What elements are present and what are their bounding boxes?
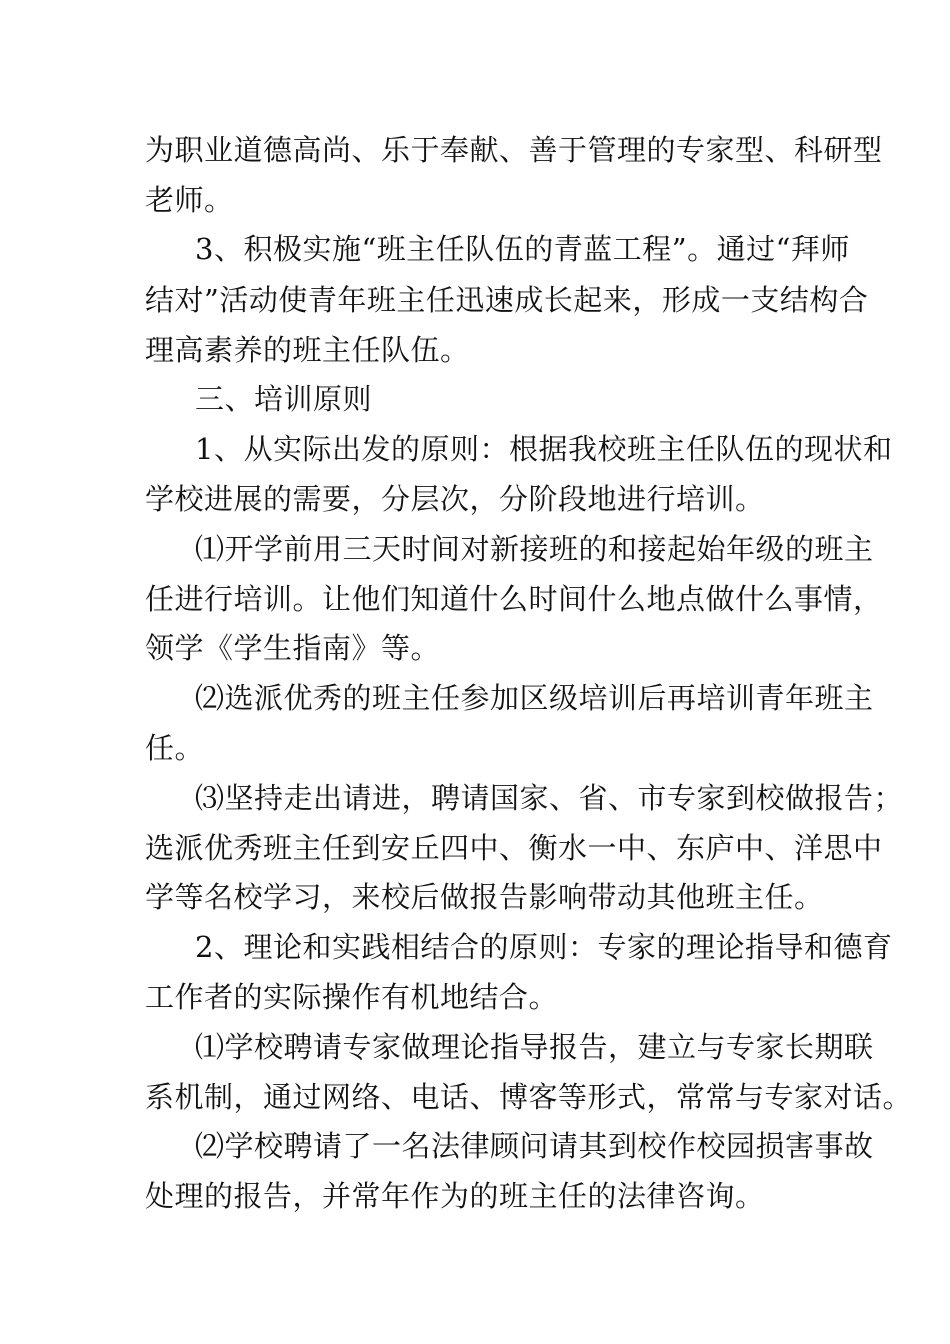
paragraph-start: ⑴学校聘请专家做理论指导报告，建立与专家长期联 <box>195 1030 874 1064</box>
text-line: 系机制，通过网络、电话、博客等形式，常常与专家对话。 <box>145 1080 913 1114</box>
text-line: 工作者的实际操作有机地结合。 <box>145 980 559 1014</box>
text-line: 处理的报告，并常年作为的班主任的法律咨询。 <box>145 1179 765 1213</box>
paragraph-start: ⑵学校聘请了一名法律顾问请其到校作校园损害事故 <box>195 1129 874 1163</box>
text-line: 学等名校学习，来校后做报告影响带动其他班主任。 <box>145 880 824 914</box>
paragraph-start: 1、从实际出发的原则：根据我校班主任队伍的现状和 <box>195 432 893 466</box>
paragraph-start: 2、理论和实践相结合的原则：专家的理论指导和德育 <box>195 930 893 964</box>
text-line: 任。 <box>145 731 205 765</box>
text-line: 结对”活动使青年班主任迅速成长起来，形成一支结构合 <box>145 283 869 317</box>
text-line: 为职业道德高尚、乐于奉献、善于管理的专家型、科研型 <box>145 133 883 167</box>
paragraph-start: ⑴开学前用三天时间对新接班的和接起始年级的班主 <box>195 532 874 566</box>
text-line: 选派优秀班主任到安丘四中、衡水一中、东庐中、洋思中 <box>145 831 883 865</box>
paragraph-start: 3、积极实施“班主任队伍的青蓝工程”。通过“拜师 <box>195 232 850 266</box>
text-line: 领学《学生指南》等。 <box>145 631 441 665</box>
text-line: 任进行培训。让他们知道什么时间什么地点做什么事情， <box>145 582 883 616</box>
text-line: 理高素养的班主任队伍。 <box>145 333 470 367</box>
paragraph-start: ⑶坚持走出请进，聘请国家、省、市专家到校做报告； <box>195 781 904 815</box>
paragraph-start: ⑵选派优秀的班主任参加区级培训后再培训青年班主 <box>195 681 874 715</box>
text-line: 老师。 <box>145 183 234 217</box>
text-line: 学校进展的需要，分层次，分阶段地进行培训。 <box>145 482 765 516</box>
section-heading: 三、培训原则 <box>195 382 373 416</box>
